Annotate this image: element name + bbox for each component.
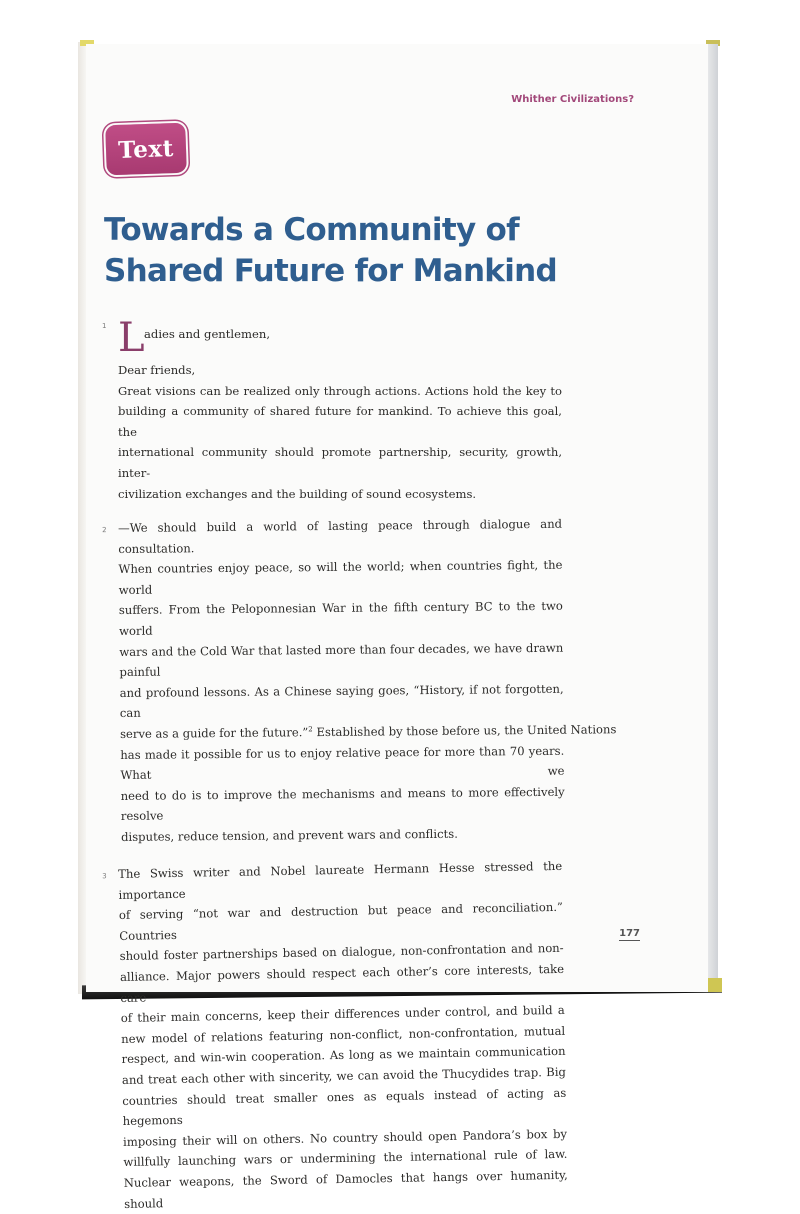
text-line: Great visions can be realized only through actions. Actions hold the key to <box>118 383 562 398</box>
page-number: 177 <box>619 928 640 939</box>
text-line: international community should promote partnership, security, growth, inter- <box>118 445 562 480</box>
page-shadow <box>78 42 86 994</box>
footnote-ref: 2 <box>308 725 313 734</box>
text-line: and treat each other with sincerity, we can avoid the Thucydides trap. Big <box>121 1064 567 1087</box>
book-page <box>86 44 708 1211</box>
paragraph-3 <box>102 856 568 1214</box>
drop-cap: L <box>118 315 145 361</box>
paragraph-1 <box>102 314 562 504</box>
text-line: —We should build a world of lasting peace through dialogue and consultation. <box>118 516 563 556</box>
title-line: Shared Future for Mankind <box>104 253 558 289</box>
text-line: need to do is to improve the mechanisms and means to more effectively resolve <box>120 784 565 824</box>
paragraph-number: 1 <box>102 322 107 330</box>
text-line: Nuclear weapons, the Sword of Damocles that hangs over humanity, should <box>123 1167 568 1211</box>
running-head: Whither Civilizations? <box>511 94 634 105</box>
page-title <box>104 210 558 292</box>
text-line: disputes, reduce tension, and prevent wars and conflicts. <box>120 826 458 845</box>
text-line: wars and the Cold War that lasted more than four decades, we have drawn painful <box>119 640 564 680</box>
text-line: imposing their will on others. No country should open Pandora’s box by <box>122 1126 568 1149</box>
opening-line <box>118 314 562 360</box>
title-line: Towards a Community of <box>104 212 519 248</box>
text-line: civilization exchanges and the building of sound ecosystems. <box>118 486 477 501</box>
opening-text: adies and gentlemen, <box>144 327 271 341</box>
text-line: alliance. Major powers should respect each other’s core interests, take care <box>119 961 565 1005</box>
text-badge <box>105 123 187 176</box>
text-line: and profound lessons. As a Chinese saying goes, “History, if not forgotten, can <box>119 681 564 721</box>
text-line: respect, and win-win cooperation. As long as we maintain communication <box>121 1043 566 1066</box>
text-badge-label: Text <box>117 134 175 164</box>
text-line: building a community of shared future for mankind. To achieve this goal, the <box>118 404 562 439</box>
text-segment: Established by those before us, the United Nations <box>312 722 617 740</box>
text-line: willfully launching wars or undermining the international rule of law. <box>123 1146 568 1169</box>
article-body <box>102 308 617 1214</box>
text-line: should foster partnerships based on dialogue, non-confrontation and non- <box>119 940 564 964</box>
text-segment: serve as a guide for the future.” <box>120 725 309 742</box>
text-line: The Swiss writer and Nobel laureate Hermann Hesse stressed the importance <box>118 858 563 902</box>
paragraph-number: 3 <box>102 871 107 880</box>
salutation: Dear friends, <box>118 363 196 377</box>
text-line: of their main concerns, keep their differences under control, and build a <box>120 1002 565 1025</box>
text-line: has made it possible for us to enjoy relative peace for more than 70 years. What we <box>120 743 565 783</box>
text-line: new model of relations featuring non-conflict, non-confrontation, mutual <box>121 1023 566 1046</box>
text-line: countries should treat smaller ones as equals instead of acting as hegemons <box>122 1085 567 1128</box>
page-edge <box>708 44 718 992</box>
paragraph-2 <box>102 514 617 848</box>
paragraph-number: 2 <box>102 526 107 535</box>
text-line: When countries enjoy peace, so will the world; when countries fight, the world <box>118 558 563 597</box>
text-line: suffers. From the Peloponnesian War in the fifth century BC to the two world <box>118 599 563 639</box>
text-line: of serving “not war and destruction but peace and reconciliation.” Countries <box>118 899 563 943</box>
